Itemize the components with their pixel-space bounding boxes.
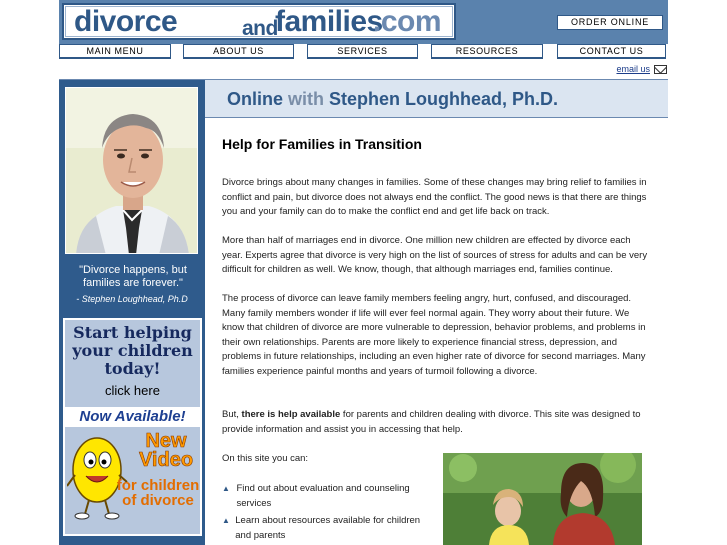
list-item-text: Find out about evaluation and counseling services bbox=[236, 483, 410, 509]
page-frame bbox=[59, 0, 668, 545]
envelope-icon bbox=[654, 65, 667, 74]
main-nav bbox=[59, 44, 668, 60]
banner-with: with bbox=[288, 89, 330, 109]
email-us-link[interactable] bbox=[616, 63, 667, 75]
left-sidebar bbox=[59, 80, 205, 545]
family-photo bbox=[443, 453, 642, 545]
list-item-text: Learn about resources available for children and parents bbox=[235, 515, 421, 541]
paragraph-2: More than half of marriages end in divorce. One million new children are effected by divorce each year. Experts agree that divorce is very high on the list of sources of stress for adults and can be very difficult for children as well. We know, though, that although marriages end, families continue. bbox=[222, 235, 648, 275]
nav-services[interactable]: SERVICES bbox=[307, 44, 418, 59]
bullet-arrow-icon: ▲ bbox=[222, 516, 230, 525]
ad-line-2: your children bbox=[72, 341, 193, 360]
ad-video-word: Video bbox=[138, 449, 194, 471]
ad-line-3: today! bbox=[104, 359, 161, 378]
page-banner bbox=[205, 80, 668, 118]
ad-new-word: New bbox=[145, 430, 187, 452]
logo-word-and: and bbox=[242, 17, 278, 40]
nav-about-us[interactable]: ABOUT US bbox=[183, 44, 294, 59]
ad-line-1: Start helping bbox=[73, 323, 192, 342]
ad-new-video bbox=[131, 432, 201, 470]
site-header bbox=[59, 0, 668, 44]
order-online-button[interactable]: ORDER ONLINE bbox=[557, 15, 663, 30]
p4-start: But, bbox=[222, 409, 242, 420]
bullet-arrow-icon: ▲ bbox=[222, 484, 230, 493]
nav-resources[interactable]: RESOURCES bbox=[431, 44, 543, 59]
p4-end: for parents and children dealing with divorce. This site was designed to provide information and assist you in accessing that help. bbox=[222, 409, 641, 435]
logo-word-com: .com bbox=[373, 5, 442, 38]
paragraph-3: The process of divorce can leave family members feeling angry, hurt, confused, and discouraged. Many family members wonder if life will ever feel normal again. They worry about their future. We know that children of divorce are more vulnerable to depression, behavior problems, and problems in their own relationships. Parents are more likely to experience financial stress, depression, and problems in future relationships, including an even higher rate of divorce for second marriages. Many families experience painful months and years of turmoil following a divorce. bbox=[222, 293, 646, 377]
ad-of-divorce-line: of divorce bbox=[122, 492, 194, 509]
banner-name: Stephen Loughhead, Ph.D. bbox=[329, 89, 559, 109]
site-logo[interactable] bbox=[62, 3, 456, 40]
quote-attribution: - Stephen Loughhead, Ph.D bbox=[76, 294, 188, 304]
ad-for-children-line: for children bbox=[116, 477, 200, 494]
paragraph-1: Divorce brings about many changes in families. Some of these changes may bring relief to families in conflict and pain, but divorce does not always end the conflict. The good news is that there are things you and your family can do to make the conflict end and get life back on track. bbox=[222, 177, 647, 217]
ad-for-children bbox=[113, 478, 202, 508]
list-intro: On this site you can: bbox=[222, 453, 309, 464]
list-item bbox=[222, 482, 427, 511]
list-item bbox=[222, 514, 432, 543]
nav-contact-us[interactable]: CONTACT US bbox=[557, 44, 666, 59]
logo-word-families: families bbox=[275, 5, 383, 38]
sidebar-quote: "Divorce happens, but families are forever." bbox=[79, 264, 187, 289]
banner-prefix: Online bbox=[227, 89, 289, 109]
ad-click-here[interactable]: click here bbox=[105, 383, 160, 398]
ad-now-available: Now Available! bbox=[65, 407, 200, 427]
logo-word-divorce: divorce bbox=[74, 5, 178, 38]
email-us-label: email us bbox=[616, 64, 650, 74]
page-heading: Help for Families in Transition bbox=[222, 136, 422, 152]
author-portrait bbox=[65, 87, 198, 254]
banner-title bbox=[227, 89, 558, 110]
p4-bold: there is help available bbox=[241, 409, 341, 420]
paragraph-4 bbox=[222, 408, 652, 437]
video-ad-banner[interactable] bbox=[63, 318, 202, 536]
nav-main-menu[interactable]: MAIN MENU bbox=[59, 44, 171, 59]
